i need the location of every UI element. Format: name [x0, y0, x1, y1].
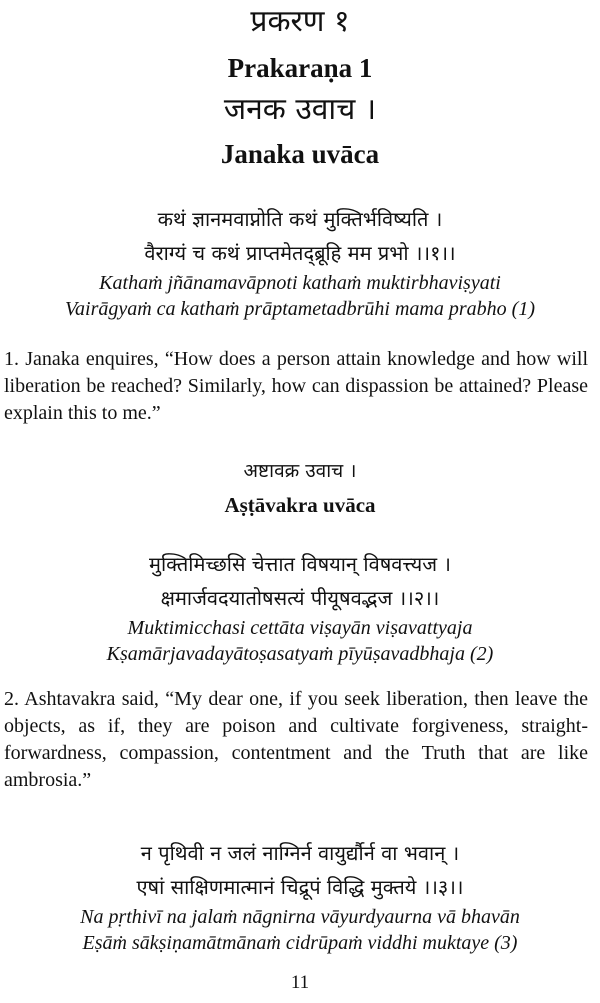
verse-2-line-1-devanagari: मुक्तिमिच्छसि चेत्तात विषयान् विषवत्त्यज ।: [149, 552, 451, 576]
speaker-ashtavakra-devanagari: अष्टावक्र उवाच ।: [243, 460, 357, 482]
verse-2-translation-text: 2. Ashtavakra said, “My dear one, if you seek liberation, then leave the objects, as if, they are poison and cultivate forgiveness, straight-forwardness, compassion, contentment and the Truth that are like ambrosia.”: [4, 688, 588, 791]
verse-2-line-2-devanagari: क्षमार्जवदयातोषसत्यं पीयूषवद्भज ।।२।।: [160, 586, 440, 610]
verse-1-line-1-roman: Kathaṁ jñānamavāpnoti kathaṁ muktirbhaviṣyati: [99, 272, 501, 294]
verse-3: [0, 836, 600, 956]
verse-3-line-1-devanagari: न पृथिवी न जलं नाग्निर्न वायुर्द्यौर्न वा भवान् ।: [140, 841, 460, 865]
verse-2-line-2-roman: Kṣamārjavadayātoṣasatyaṁ pīyūṣavadbhaja (2): [106, 643, 494, 665]
verse-1: [0, 202, 600, 322]
page-number: 11: [290, 972, 310, 993]
verse-2-line-1-roman: Muktimicchasi cettāta viṣayān viṣavattyaja: [127, 617, 473, 639]
verse-1-translation-text: 1. Janaka enquires, “How does a person attain knowledge and how will liberation be reached? Similarly, how can dispassion be attained? Please explain this to me.”: [4, 348, 588, 424]
speaker-janaka-roman: Janaka uvāca: [220, 139, 380, 169]
chapter-heading-devanagari: प्रकरण १: [250, 4, 350, 39]
speaker-janaka-devanagari: जनक उवाच ।: [223, 92, 377, 127]
verse-3-line-1-roman: Na pṛthivī na jalaṁ nāgnirna vāyurdyaurna vā bhavān: [80, 906, 520, 928]
verse-2-translation: [0, 686, 592, 794]
verse-1-line-2-roman: Vairāgyaṁ ca kathaṁ prāptametadbrūhi mama prabho (1): [65, 298, 535, 320]
verse-1-line-1-devanagari: कथं ज्ञानमवाप्नोति कथं मुक्तिर्भविष्यति ।: [157, 207, 443, 231]
chapter-heading-roman: Prakaraṇa 1: [227, 53, 373, 83]
chapter-header: [0, 2, 600, 172]
verse-1-line-2-devanagari: वैराग्यं च कथं प्राप्तमेतद्ब्रूहि मम प्रभो ।।१।।: [144, 241, 456, 265]
verse-3-line-2-devanagari: एषां साक्षिणमात्मानं चिद्रूपं विद्धि मुक्तये ।।३।।: [136, 875, 464, 899]
verse-2: [0, 547, 600, 667]
verse-1-translation: [0, 346, 592, 427]
speaker-ashtavakra-roman: Aṣṭāvakra uvāca: [224, 493, 376, 517]
verse-3-line-2-roman: Eṣāṁ sākṣiṇamātmānaṁ cidrūpaṁ viddhi muktaye (3): [82, 932, 518, 954]
speaker-ashtavakra: [0, 457, 600, 519]
